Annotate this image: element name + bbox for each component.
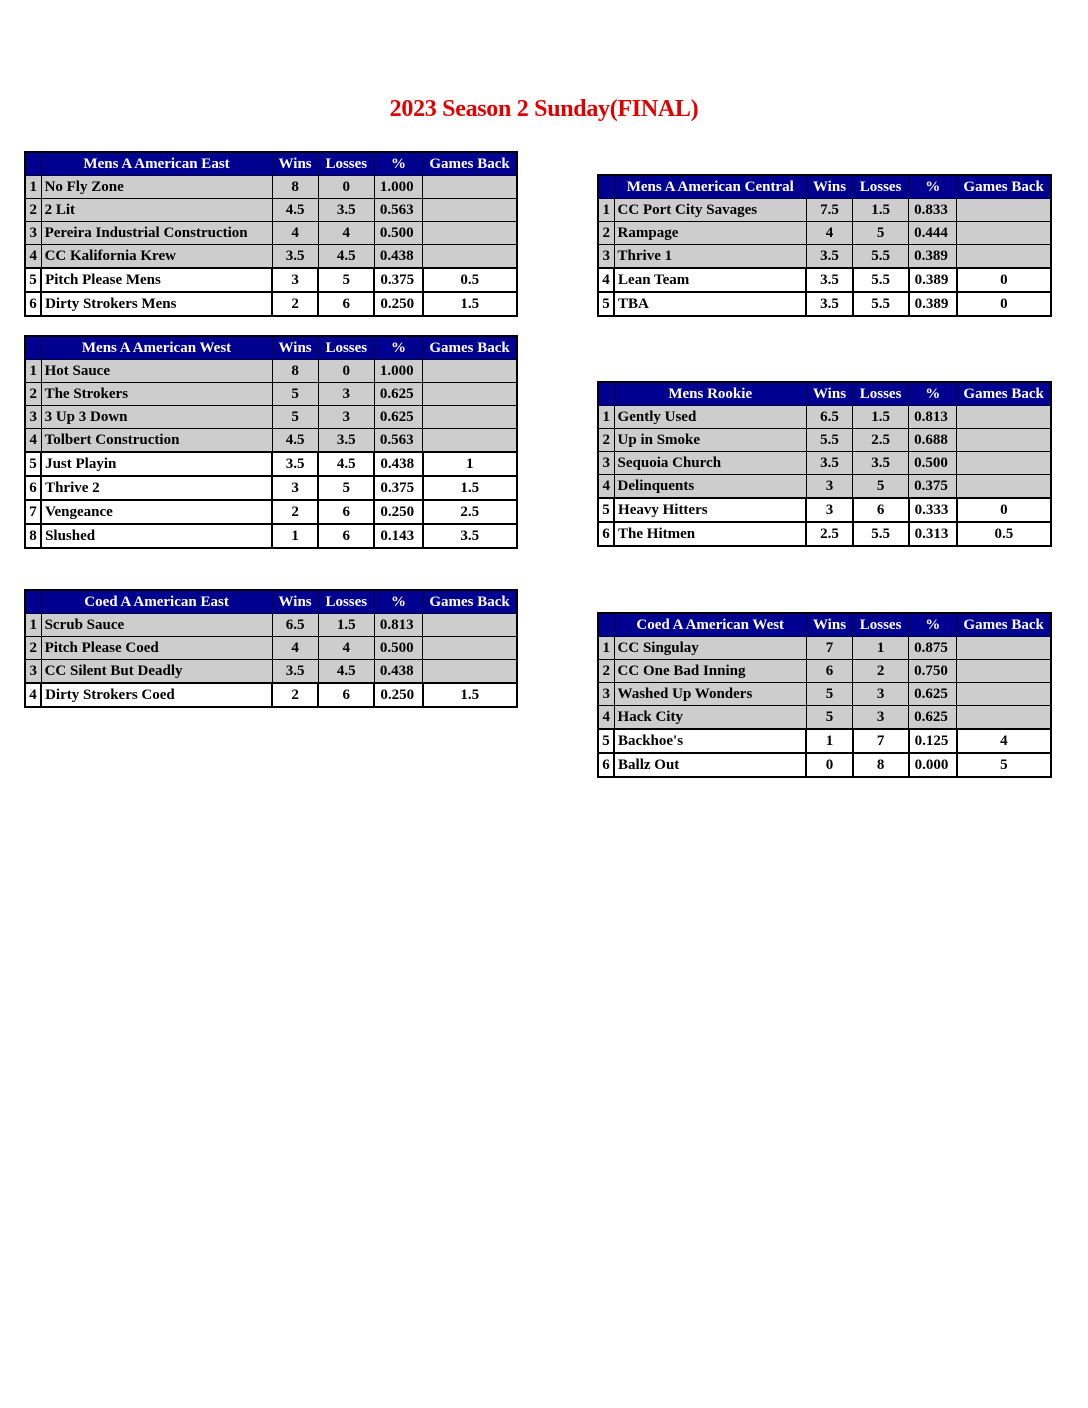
losses-cell: 3	[853, 706, 909, 730]
table-row	[25, 245, 517, 269]
pct-header: %	[909, 613, 957, 637]
pct-cell: 0.313	[909, 522, 957, 546]
pct-cell: 0.250	[374, 292, 422, 316]
team-name-cell: Sequoia Church	[614, 452, 806, 475]
team-name-cell: The Hitmen	[614, 522, 806, 546]
team-name-cell: Dirty Strokers Mens	[41, 292, 272, 316]
table-row	[25, 383, 517, 406]
pct-cell: 0.563	[374, 429, 422, 453]
games-back-cell: 3.5	[423, 524, 517, 548]
wins-header: Wins	[272, 152, 318, 176]
table-row	[25, 176, 517, 199]
games-back-cell: 5	[957, 753, 1051, 777]
wins-cell: 3.5	[272, 660, 318, 684]
team-name-cell: Backhoe's	[614, 729, 806, 753]
losses-header: Losses	[318, 336, 374, 360]
games-back-cell	[957, 637, 1051, 660]
pct-cell: 0.438	[374, 660, 422, 684]
wins-cell: 5	[272, 383, 318, 406]
pct-cell: 0.833	[909, 199, 957, 222]
team-name-cell: Washed Up Wonders	[614, 683, 806, 706]
rank-cell: 1	[598, 199, 614, 222]
wins-cell: 5	[272, 406, 318, 429]
team-name-cell: Pereira Industrial Construction	[41, 222, 272, 245]
losses-cell: 3.5	[318, 429, 374, 453]
table-row	[598, 245, 1051, 269]
wins-cell: 8	[272, 176, 318, 199]
team-name-cell: CC Kalifornia Krew	[41, 245, 272, 269]
team-name-cell: CC Silent But Deadly	[41, 660, 272, 684]
division-table	[24, 151, 518, 317]
table-row	[25, 500, 517, 524]
team-name-cell: Hack City	[614, 706, 806, 730]
rank-cell: 3	[598, 245, 614, 269]
table-row	[25, 614, 517, 637]
rank-cell: 5	[598, 729, 614, 753]
games-back-cell	[957, 683, 1051, 706]
wins-cell: 4.5	[272, 429, 318, 453]
games-back-cell	[423, 176, 517, 199]
team-name-cell: Gently Used	[614, 406, 806, 429]
wins-cell: 3	[806, 498, 852, 522]
pct-cell: 0.813	[909, 406, 957, 429]
games-back-cell	[423, 637, 517, 660]
wins-header: Wins	[806, 382, 852, 406]
pct-cell: 0.813	[374, 614, 422, 637]
page-title: 2023 Season 2 Sunday(FINAL)	[389, 96, 699, 122]
rank-cell: 4	[598, 268, 614, 292]
table-row	[598, 729, 1051, 753]
table-row	[25, 268, 517, 292]
pct-header: %	[374, 336, 422, 360]
wins-cell: 5	[806, 706, 852, 730]
rank-cell: 6	[25, 476, 41, 500]
rank-header	[25, 152, 41, 176]
games-back-cell	[423, 406, 517, 429]
team-name-cell: Dirty Strokers Coed	[41, 683, 272, 707]
rank-cell: 3	[25, 222, 41, 245]
games-back-cell	[423, 199, 517, 222]
rank-header	[598, 382, 614, 406]
games-back-cell	[957, 429, 1051, 452]
losses-cell: 1.5	[853, 406, 909, 429]
wins-cell: 7	[806, 637, 852, 660]
rank-cell: 6	[598, 522, 614, 546]
rank-cell: 7	[25, 500, 41, 524]
rank-cell: 3	[25, 406, 41, 429]
wins-cell: 1	[272, 524, 318, 548]
pct-cell: 0.500	[909, 452, 957, 475]
pct-header: %	[374, 590, 422, 614]
games-back-cell	[423, 383, 517, 406]
team-name-cell: Thrive 2	[41, 476, 272, 500]
losses-cell: 8	[853, 753, 909, 777]
pct-cell: 0.389	[909, 245, 957, 269]
wins-header: Wins	[272, 336, 318, 360]
games-back-cell	[957, 222, 1051, 245]
wins-cell: 3.5	[806, 292, 852, 316]
wins-cell: 3	[272, 476, 318, 500]
wins-cell: 5	[806, 683, 852, 706]
team-name-cell: Pitch Please Mens	[41, 268, 272, 292]
team-name-cell: No Fly Zone	[41, 176, 272, 199]
losses-cell: 0	[318, 176, 374, 199]
wins-cell: 6.5	[806, 406, 852, 429]
header-row	[598, 613, 1051, 637]
team-name-cell: Vengeance	[41, 500, 272, 524]
losses-cell: 1	[853, 637, 909, 660]
pct-cell: 0.625	[909, 706, 957, 730]
wins-header: Wins	[806, 175, 852, 199]
games-back-cell	[423, 429, 517, 453]
table-row	[25, 637, 517, 660]
rank-cell: 1	[25, 176, 41, 199]
wins-cell: 0	[806, 753, 852, 777]
games-back-cell: 1.5	[423, 292, 517, 316]
losses-cell: 5.5	[853, 522, 909, 546]
losses-cell: 5.5	[853, 268, 909, 292]
table-row	[598, 522, 1051, 546]
wins-cell: 3	[272, 268, 318, 292]
losses-cell: 5	[853, 475, 909, 499]
losses-cell: 3	[318, 383, 374, 406]
games-back-cell: 1.5	[423, 476, 517, 500]
table-row	[25, 452, 517, 476]
rank-cell: 4	[25, 429, 41, 453]
losses-cell: 5	[853, 222, 909, 245]
rank-cell: 1	[25, 360, 41, 383]
team-name-cell: Hot Sauce	[41, 360, 272, 383]
pct-cell: 0.250	[374, 683, 422, 707]
losses-cell: 4.5	[318, 660, 374, 684]
wins-cell: 6	[806, 660, 852, 683]
games-back-cell: 0.5	[423, 268, 517, 292]
table-row	[598, 475, 1051, 499]
pct-cell: 0.375	[374, 268, 422, 292]
pct-cell: 1.000	[374, 176, 422, 199]
wins-cell: 4	[272, 637, 318, 660]
team-name-cell: Lean Team	[614, 268, 806, 292]
table-row	[598, 406, 1051, 429]
division-table	[24, 335, 518, 549]
losses-cell: 3.5	[853, 452, 909, 475]
wins-cell: 4	[806, 222, 852, 245]
losses-header: Losses	[853, 175, 909, 199]
table-row	[25, 292, 517, 316]
rank-cell: 2	[598, 222, 614, 245]
division-table	[24, 589, 518, 708]
losses-cell: 1.5	[318, 614, 374, 637]
pct-cell: 0.444	[909, 222, 957, 245]
pct-cell: 0.000	[909, 753, 957, 777]
header-row	[25, 152, 517, 176]
games-back-cell	[957, 706, 1051, 730]
losses-cell: 6	[318, 500, 374, 524]
games-back-cell	[957, 406, 1051, 429]
rank-cell: 1	[598, 637, 614, 660]
games-back-cell	[957, 475, 1051, 499]
team-name-cell: Slushed	[41, 524, 272, 548]
table-row	[25, 360, 517, 383]
rank-cell: 2	[25, 383, 41, 406]
wins-cell: 4.5	[272, 199, 318, 222]
games-back-cell: 4	[957, 729, 1051, 753]
rank-cell: 4	[25, 245, 41, 269]
rank-cell: 5	[598, 292, 614, 316]
rank-cell: 4	[598, 706, 614, 730]
pct-cell: 0.750	[909, 660, 957, 683]
team-name-cell: The Strokers	[41, 383, 272, 406]
wins-header: Wins	[806, 613, 852, 637]
losses-cell: 5	[318, 476, 374, 500]
pct-cell: 0.500	[374, 637, 422, 660]
wins-cell: 3.5	[806, 245, 852, 269]
team-name-cell: CC Port City Savages	[614, 199, 806, 222]
pct-cell: 0.438	[374, 245, 422, 269]
wins-cell: 3	[806, 475, 852, 499]
wins-cell: 3.5	[272, 245, 318, 269]
pct-cell: 0.143	[374, 524, 422, 548]
pct-cell: 0.625	[909, 683, 957, 706]
table-row	[598, 683, 1051, 706]
team-name-cell: Rampage	[614, 222, 806, 245]
table-row	[598, 637, 1051, 660]
losses-cell: 5	[318, 268, 374, 292]
rank-cell: 2	[25, 637, 41, 660]
division-name: Mens A American West	[41, 336, 272, 360]
games-back-cell	[423, 222, 517, 245]
games-back-cell	[423, 660, 517, 684]
games-back-cell	[423, 614, 517, 637]
losses-cell: 2	[853, 660, 909, 683]
rank-cell: 3	[598, 452, 614, 475]
table-row	[25, 406, 517, 429]
losses-cell: 7	[853, 729, 909, 753]
table-row	[598, 292, 1051, 316]
pct-cell: 0.333	[909, 498, 957, 522]
division-name: Coed A American West	[614, 613, 806, 637]
wins-cell: 4	[272, 222, 318, 245]
rank-cell: 2	[598, 660, 614, 683]
losses-cell: 5.5	[853, 245, 909, 269]
losses-cell: 6	[853, 498, 909, 522]
losses-cell: 0	[318, 360, 374, 383]
games-back-cell	[957, 660, 1051, 683]
division-name: Coed A American East	[41, 590, 272, 614]
losses-cell: 6	[318, 292, 374, 316]
games-back-cell: 0	[957, 292, 1051, 316]
header-row	[25, 590, 517, 614]
losses-cell: 3.5	[318, 199, 374, 222]
rank-header	[25, 590, 41, 614]
team-name-cell: Just Playin	[41, 452, 272, 476]
games-back-cell	[957, 245, 1051, 269]
rank-header	[598, 175, 614, 199]
team-name-cell: TBA	[614, 292, 806, 316]
team-name-cell: Delinquents	[614, 475, 806, 499]
rank-cell: 6	[598, 753, 614, 777]
pct-header: %	[909, 382, 957, 406]
pct-cell: 0.563	[374, 199, 422, 222]
table-row	[598, 753, 1051, 777]
rank-cell: 3	[25, 660, 41, 684]
games-back-cell: 1.5	[423, 683, 517, 707]
games-back-cell: 1	[423, 452, 517, 476]
wins-cell: 2	[272, 292, 318, 316]
pct-cell: 0.625	[374, 406, 422, 429]
team-name-cell: Heavy Hitters	[614, 498, 806, 522]
losses-header: Losses	[318, 152, 374, 176]
pct-header: %	[374, 152, 422, 176]
table-row	[598, 429, 1051, 452]
wins-cell: 2	[272, 683, 318, 707]
wins-cell: 5.5	[806, 429, 852, 452]
rank-header	[25, 336, 41, 360]
games-back-header: Games Back	[423, 152, 517, 176]
losses-header: Losses	[853, 613, 909, 637]
wins-cell: 6.5	[272, 614, 318, 637]
table-row	[598, 452, 1051, 475]
rank-cell: 1	[25, 614, 41, 637]
team-name-cell: Pitch Please Coed	[41, 637, 272, 660]
table-row	[25, 683, 517, 707]
pct-cell: 0.389	[909, 268, 957, 292]
losses-header: Losses	[853, 382, 909, 406]
losses-cell: 4	[318, 637, 374, 660]
losses-cell: 4.5	[318, 245, 374, 269]
table-row	[25, 222, 517, 245]
losses-cell: 6	[318, 683, 374, 707]
division-name: Mens A American Central	[614, 175, 806, 199]
rank-cell: 2	[25, 199, 41, 222]
rank-cell: 2	[598, 429, 614, 452]
rank-cell: 3	[598, 683, 614, 706]
games-back-cell: 0.5	[957, 522, 1051, 546]
games-back-cell	[423, 245, 517, 269]
header-row	[598, 382, 1051, 406]
pct-cell: 0.375	[909, 475, 957, 499]
table-row	[598, 268, 1051, 292]
losses-cell: 4	[318, 222, 374, 245]
wins-cell: 8	[272, 360, 318, 383]
team-name-cell: CC One Bad Inning	[614, 660, 806, 683]
rank-header	[598, 613, 614, 637]
rank-cell: 5	[25, 452, 41, 476]
losses-cell: 1.5	[853, 199, 909, 222]
games-back-cell: 0	[957, 268, 1051, 292]
games-back-header: Games Back	[957, 382, 1051, 406]
table-row	[598, 498, 1051, 522]
team-name-cell: CC Singulay	[614, 637, 806, 660]
header-row	[25, 336, 517, 360]
losses-cell: 3	[318, 406, 374, 429]
rank-cell: 5	[598, 498, 614, 522]
losses-cell: 3	[853, 683, 909, 706]
rank-cell: 5	[25, 268, 41, 292]
table-row	[25, 429, 517, 453]
pct-cell: 0.438	[374, 452, 422, 476]
division-table	[597, 174, 1052, 317]
team-name-cell: Scrub Sauce	[41, 614, 272, 637]
team-name-cell: Tolbert Construction	[41, 429, 272, 453]
team-name-cell: Ballz Out	[614, 753, 806, 777]
table-row	[25, 199, 517, 222]
table-row	[25, 524, 517, 548]
games-back-header: Games Back	[957, 613, 1051, 637]
games-back-cell: 0	[957, 498, 1051, 522]
pct-cell: 1.000	[374, 360, 422, 383]
division-table	[597, 381, 1052, 547]
pct-cell: 0.875	[909, 637, 957, 660]
losses-cell: 6	[318, 524, 374, 548]
wins-cell: 3.5	[806, 452, 852, 475]
table-row	[598, 199, 1051, 222]
games-back-header: Games Back	[423, 336, 517, 360]
wins-cell: 1	[806, 729, 852, 753]
division-name: Mens Rookie	[614, 382, 806, 406]
games-back-cell: 2.5	[423, 500, 517, 524]
pct-cell: 0.688	[909, 429, 957, 452]
team-name-cell: 2 Lit	[41, 199, 272, 222]
wins-header: Wins	[272, 590, 318, 614]
table-row	[25, 660, 517, 684]
losses-cell: 5.5	[853, 292, 909, 316]
table-row	[598, 660, 1051, 683]
losses-header: Losses	[318, 590, 374, 614]
losses-cell: 4.5	[318, 452, 374, 476]
pct-cell: 0.625	[374, 383, 422, 406]
division-table	[597, 612, 1052, 778]
games-back-cell	[423, 360, 517, 383]
rank-cell: 1	[598, 406, 614, 429]
pct-header: %	[909, 175, 957, 199]
wins-cell: 3.5	[806, 268, 852, 292]
table-row	[598, 222, 1051, 245]
pct-cell: 0.389	[909, 292, 957, 316]
pct-cell: 0.375	[374, 476, 422, 500]
wins-cell: 7.5	[806, 199, 852, 222]
table-row	[25, 476, 517, 500]
rank-cell: 8	[25, 524, 41, 548]
division-name: Mens A American East	[41, 152, 272, 176]
rank-cell: 4	[598, 475, 614, 499]
pct-cell: 0.250	[374, 500, 422, 524]
games-back-header: Games Back	[957, 175, 1051, 199]
rank-cell: 6	[25, 292, 41, 316]
wins-cell: 3.5	[272, 452, 318, 476]
rank-cell: 4	[25, 683, 41, 707]
table-row	[598, 706, 1051, 730]
team-name-cell: Up in Smoke	[614, 429, 806, 452]
games-back-cell	[957, 452, 1051, 475]
games-back-cell	[957, 199, 1051, 222]
team-name-cell: 3 Up 3 Down	[41, 406, 272, 429]
team-name-cell: Thrive 1	[614, 245, 806, 269]
pct-cell: 0.500	[374, 222, 422, 245]
wins-cell: 2.5	[806, 522, 852, 546]
header-row	[598, 175, 1051, 199]
losses-cell: 2.5	[853, 429, 909, 452]
wins-cell: 2	[272, 500, 318, 524]
pct-cell: 0.125	[909, 729, 957, 753]
games-back-header: Games Back	[423, 590, 517, 614]
